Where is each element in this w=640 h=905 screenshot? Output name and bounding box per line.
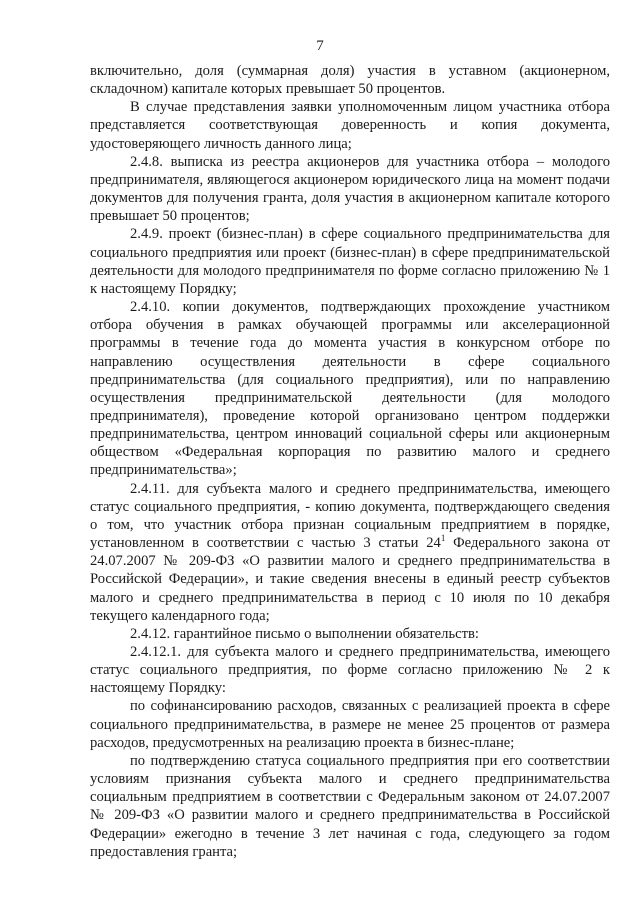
paragraph-2-4-11 [90, 480, 610, 625]
paragraph-2-4-11-part-2: Федерального закона от 24.07.2007 № 209-ФЗ «О развитии малого и среднего предпринимательства в Российской Федерации», и такие сведения внесены в единый реестр субъектов малого и среднего предпринимательства в период с 10 июля по 10 декабря текущего календарного года; [90, 535, 610, 624]
paragraph-continuation: включительно, доля (суммарная доля) участия в уставном (акционерном, складочном) капитале которых превышает 50 процентов. [90, 63, 610, 98]
paragraph-cofinancing: по софинансированию расходов, связанных с реализацией проекта в сфере социального предпринимательства, в размере не менее 25 процентов от размера расходов, предусмотренных на реализацию проекта в бизнес-плане; [90, 698, 610, 751]
document-body [90, 62, 610, 861]
paragraph-2-4-12: 2.4.12. гарантийное письмо о выполнении обязательств: [130, 625, 479, 642]
page-number: 7 [316, 38, 324, 54]
article-superscript: 1 [440, 533, 446, 544]
paragraph-status-confirmation: по подтверждению статуса социального предприятия при его соответствии условиям признания субъекта малого и среднего предпринимательства социальным предприятием в соответствии с Федеральным законом от 24.07.2007 № 209-ФЗ «О развитии малого и среднего предпринимательства в Российской Федерации» ежегодно в течение 3 лет начиная с года, следующего за годом предоставления гранта; [90, 752, 610, 860]
paragraph-2-4-10: 2.4.10. копии документов, подтверждающих прохождение участником отбора обучения в рамках обучающей программы или акселерационной программы в течение года до момента участия в конкурсном отборе по направлению осуществления деятельности в сфере социального предпринимательства (для социального предприятия), или по направлению осуществления предпринимательской деятельности (для молодого предпринимателя), проведение которой организовано центром поддержки предпринимательства, центром инноваций социальной сферы или акционерным обществом «Федеральная корпорация по развитию малого и среднего предпринимательства»; [90, 299, 610, 479]
paragraph-2-4-12-1: 2.4.12.1. для субъекта малого и среднего предпринимательства, имеющего статус социального предприятия, по форме согласно приложению № 2 к настоящему Порядку: [90, 644, 610, 697]
paragraph-authorized-person: В случае представления заявки уполномоченным лицом участника отбора представляется соответствующая доверенность и копия документа, удостоверяющего личность данного лица; [90, 99, 610, 152]
paragraph-2-4-8: 2.4.8. выписка из реестра акционеров для участника отбора – молодого предпринимателя, являющегося акционером юридического лица на момент подачи документов для получения гранта, доля участия в акционерном капитале которого превышает 50 процентов; [90, 153, 610, 225]
paragraph-2-4-11-part-1: 2.4.11. для субъекта малого и среднего предпринимательства, имеющего статус социального предприятия, - копию документа, подтверждающего сведения о том, что участник отбора признан социальным предприятием в порядке, установленном в соответствии с частью 3 статьи 24 [90, 480, 610, 552]
paragraph-2-4-9: 2.4.9. проект (бизнес-план) в сфере социального предпринимательства для социального предприятия или проект (бизнес-план) в сфере предпринимательской деятельности для молодого предпринимателя по форме согласно приложению № 1 к настоящему Порядку; [90, 226, 610, 297]
